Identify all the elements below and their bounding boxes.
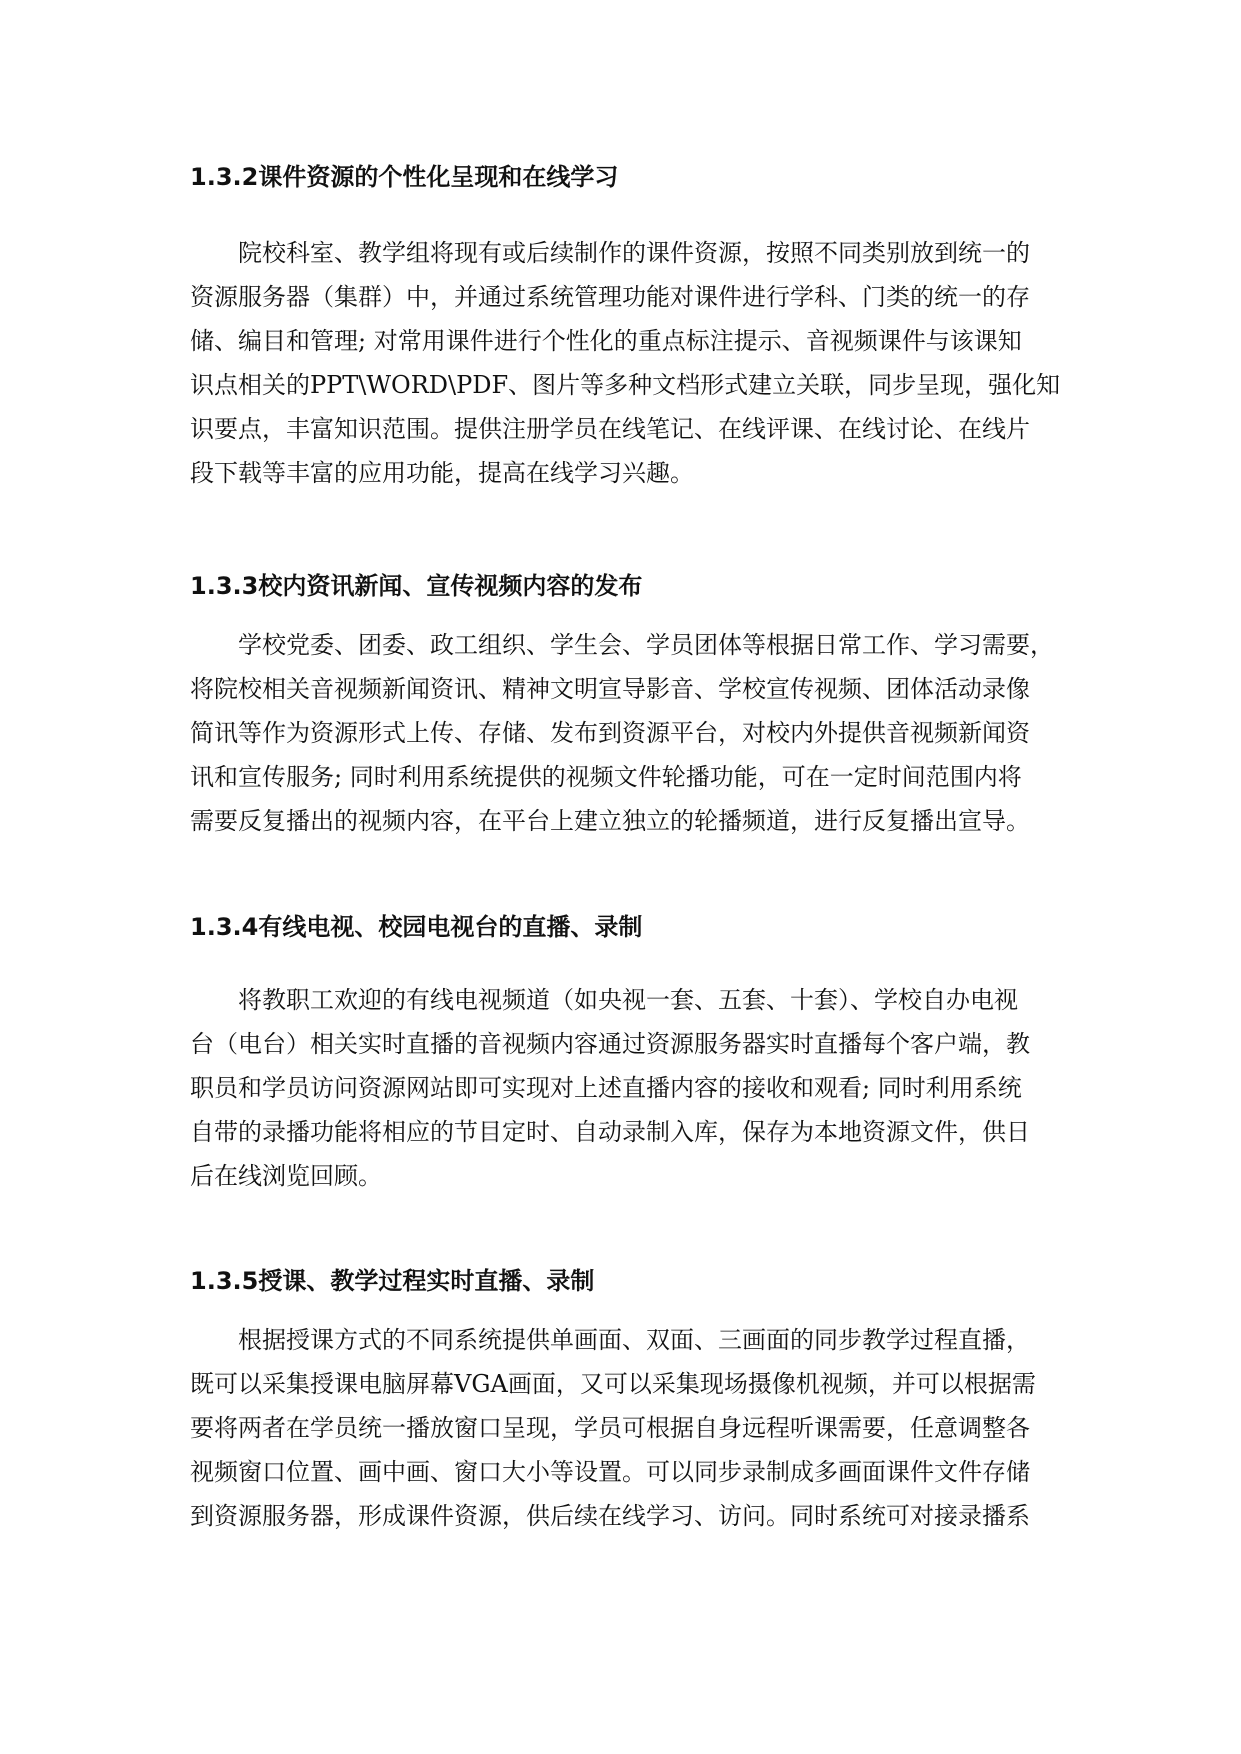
paragraph-line: 识点相关的PPT\WORD\PDF、图片等多种文档形式建立关联，同步呈现，强化知 <box>190 371 1061 399</box>
paragraph-line: 储、编目和管理; 对常用课件进行个性化的重点标注提示、音视频课件与该课知 <box>190 327 1022 355</box>
paragraph-line: 到资源服务器，形成课件资源，供后续在线学习、访问。同时系统可对接录播系 <box>190 1502 1030 1530</box>
paragraph-line: 识要点，丰富知识范围。提供注册学员在线笔记、在线评课、在线讨论、在线片 <box>190 415 1030 443</box>
paragraph-line: 后在线浏览回顾。 <box>190 1162 382 1190</box>
paragraph-line: 需要反复播出的视频内容，在平台上建立独立的轮播频道，进行反复播出宣导。 <box>190 807 1030 835</box>
section-paragraph-1-3-5 <box>190 1318 1060 1538</box>
paragraph-line: 职员和学员访问资源网站即可实现对上述直播内容的接收和观看; 同时利用系统 <box>190 1074 1022 1102</box>
paragraph-line: 院校科室、教学组将现有或后续制作的课件资源，按照不同类别放到统一的 <box>238 239 1030 267</box>
paragraph-line: 将院校相关音视频新闻资讯、精神文明宣导影音、学校宣传视频、团体活动录像 <box>190 675 1030 703</box>
section-paragraph-1-3-3 <box>190 623 1060 843</box>
paragraph-line: 将教职工欢迎的有线电视频道（如央视一套、五套、十套）、学校自办电视 <box>238 986 1018 1014</box>
section-paragraph-1-3-4 <box>190 978 1060 1198</box>
paragraph-line: 根据授课方式的不同系统提供单画面、双面、三画面的同步教学过程直播， <box>238 1326 1030 1354</box>
paragraph-line: 既可以采集授课电脑屏幕VGA画面，又可以采集现场摄像机视频，并可以根据需 <box>190 1370 1036 1398</box>
section-heading-1-3-4: 1.3.4有线电视、校园电视台的直播、录制 <box>190 913 643 941</box>
paragraph-line: 简讯等作为资源形式上传、存储、发布到资源平台，对校内外提供音视频新闻资 <box>190 719 1030 747</box>
section-heading-1-3-2: 1.3.2课件资源的个性化呈现和在线学习 <box>190 163 619 191</box>
paragraph-line: 视频窗口位置、画中画、窗口大小等设置。可以同步录制成多画面课件文件存储 <box>190 1458 1030 1486</box>
section-paragraph-1-3-2 <box>190 231 1060 495</box>
section-heading-1-3-3: 1.3.3校内资讯新闻、宣传视频内容的发布 <box>190 572 643 600</box>
paragraph-line: 讯和宣传服务; 同时利用系统提供的视频文件轮播功能，可在一定时间范围内将 <box>190 763 1022 791</box>
paragraph-line: 段下载等丰富的应用功能，提高在线学习兴趣。 <box>190 459 694 487</box>
paragraph-line: 学校党委、团委、政工组织、学生会、学员团体等根据日常工作、学习需要， <box>238 631 1054 659</box>
paragraph-line: 台（电台）相关实时直播的音视频内容通过资源服务器实时直播每个客户端，教 <box>190 1030 1030 1058</box>
paragraph-line: 自带的录播功能将相应的节目定时、自动录制入库，保存为本地资源文件，供日 <box>190 1118 1030 1146</box>
paragraph-line: 要将两者在学员统一播放窗口呈现，学员可根据自身远程听课需要，任意调整各 <box>190 1414 1030 1442</box>
section-heading-1-3-5: 1.3.5授课、教学过程实时直播、录制 <box>190 1267 595 1295</box>
paragraph-line: 资源服务器（集群）中，并通过系统管理功能对课件进行学科、门类的统一的存 <box>190 283 1030 311</box>
